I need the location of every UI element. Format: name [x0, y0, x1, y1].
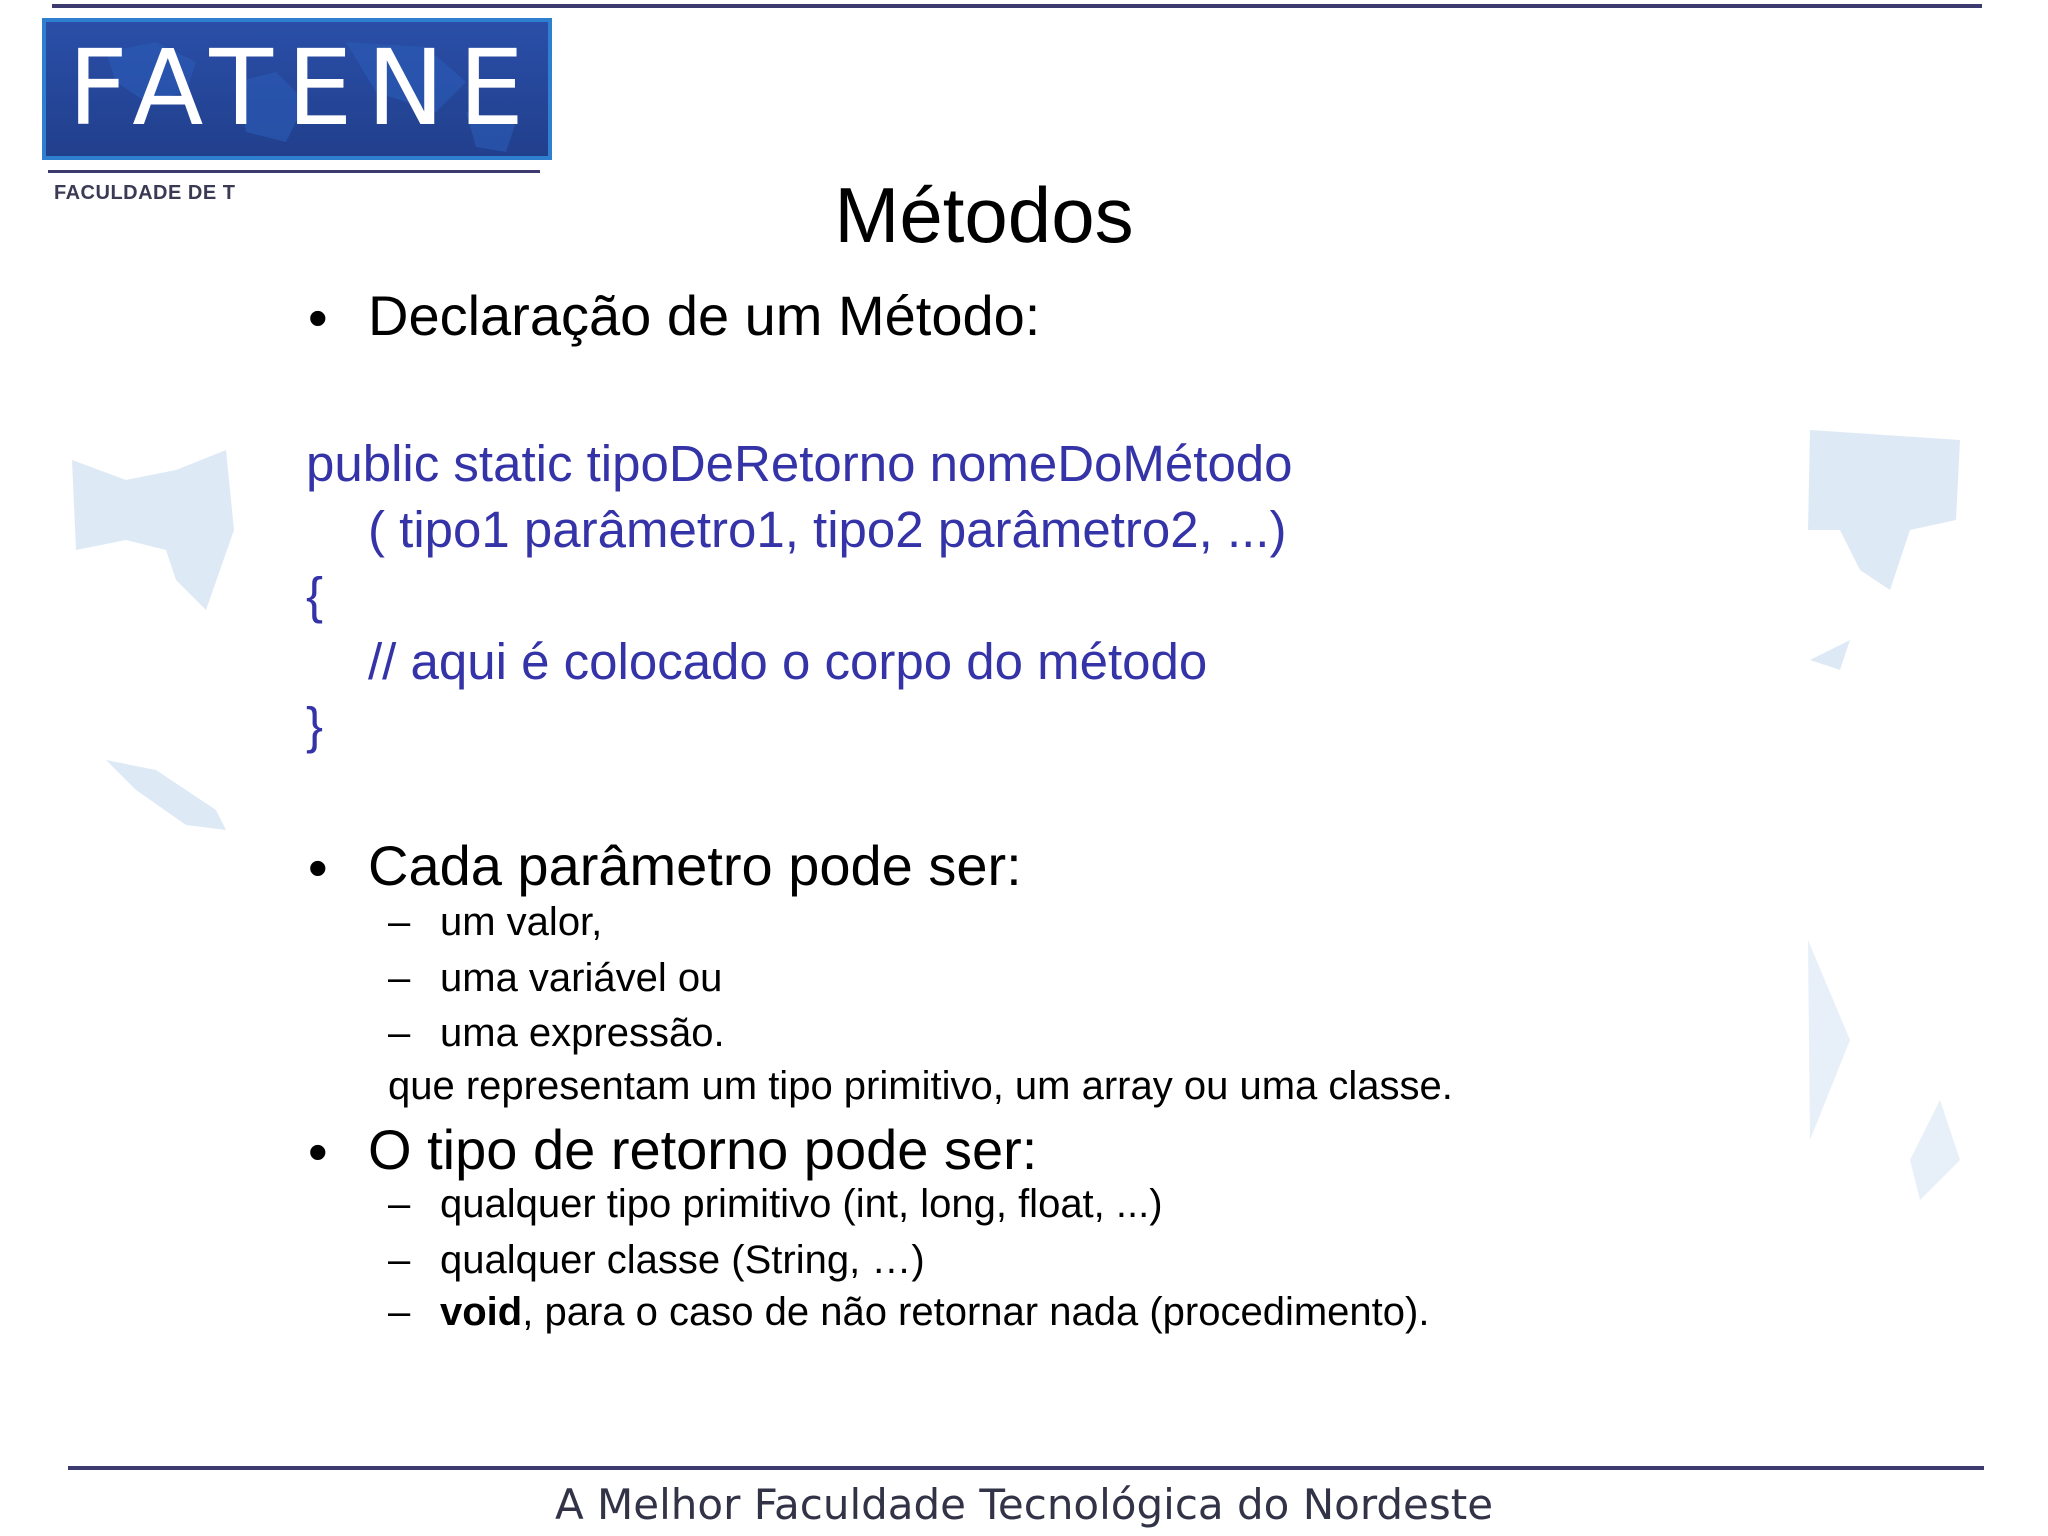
footer-slogan: A Melhor Faculdade Tecnológica do Nordeste [554, 1480, 1494, 1529]
bullet-dot: • [308, 1120, 328, 1183]
dash-marker: – [388, 900, 411, 944]
list-item: uma expressão. [440, 1011, 725, 1055]
code-line-4: // aqui é colocado o corpo do método [368, 633, 1208, 690]
list-item: qualquer classe (String, …) [440, 1238, 925, 1282]
logo-text: FATENE [68, 27, 539, 149]
list-item [440, 1292, 1429, 1332]
return-type-heading: O tipo de retorno pode ser: [368, 1118, 1038, 1181]
logo-underline [48, 170, 540, 173]
dash-marker: – [388, 1011, 411, 1055]
dash-marker: – [388, 1182, 411, 1226]
list-item: um valor, [440, 900, 603, 944]
void-description: , para o caso de não retornar nada (procedimento). [522, 1290, 1430, 1334]
bullet-dot: • [308, 286, 328, 349]
dash-marker: – [388, 1290, 411, 1334]
list-item: uma variável ou [440, 956, 723, 1000]
faded-map-left-icon [66, 440, 246, 840]
void-keyword: void [440, 1290, 523, 1334]
bullet-dot: • [308, 836, 328, 899]
code-line-3: { [306, 567, 324, 624]
dash-marker: – [388, 1238, 411, 1282]
list-item: qualquer tipo primitivo (int, long, float, ...) [440, 1182, 1163, 1226]
code-line-2: ( tipo1 parâmetro1, tipo2 parâmetro2, ...) [368, 501, 1287, 558]
parameters-heading: Cada parâmetro pode ser: [368, 834, 1022, 897]
dash-marker: – [388, 956, 411, 1000]
declaration-heading: Declaração de um Método: [368, 284, 1041, 347]
parameters-note: que representam um tipo primitivo, um array ou uma classe. [388, 1064, 1453, 1108]
page-title: Métodos [834, 171, 1134, 259]
fatene-logo [42, 18, 552, 160]
bottom-rule [68, 1466, 1984, 1470]
faded-map-right-icon [1800, 420, 1980, 1220]
code-line-1: public static tipoDeRetorno nomeDoMétodo [306, 435, 1293, 492]
logo-subtitle: FACULDADE DE T [54, 182, 236, 204]
code-line-5: } [306, 697, 324, 754]
top-rule [52, 4, 1982, 8]
